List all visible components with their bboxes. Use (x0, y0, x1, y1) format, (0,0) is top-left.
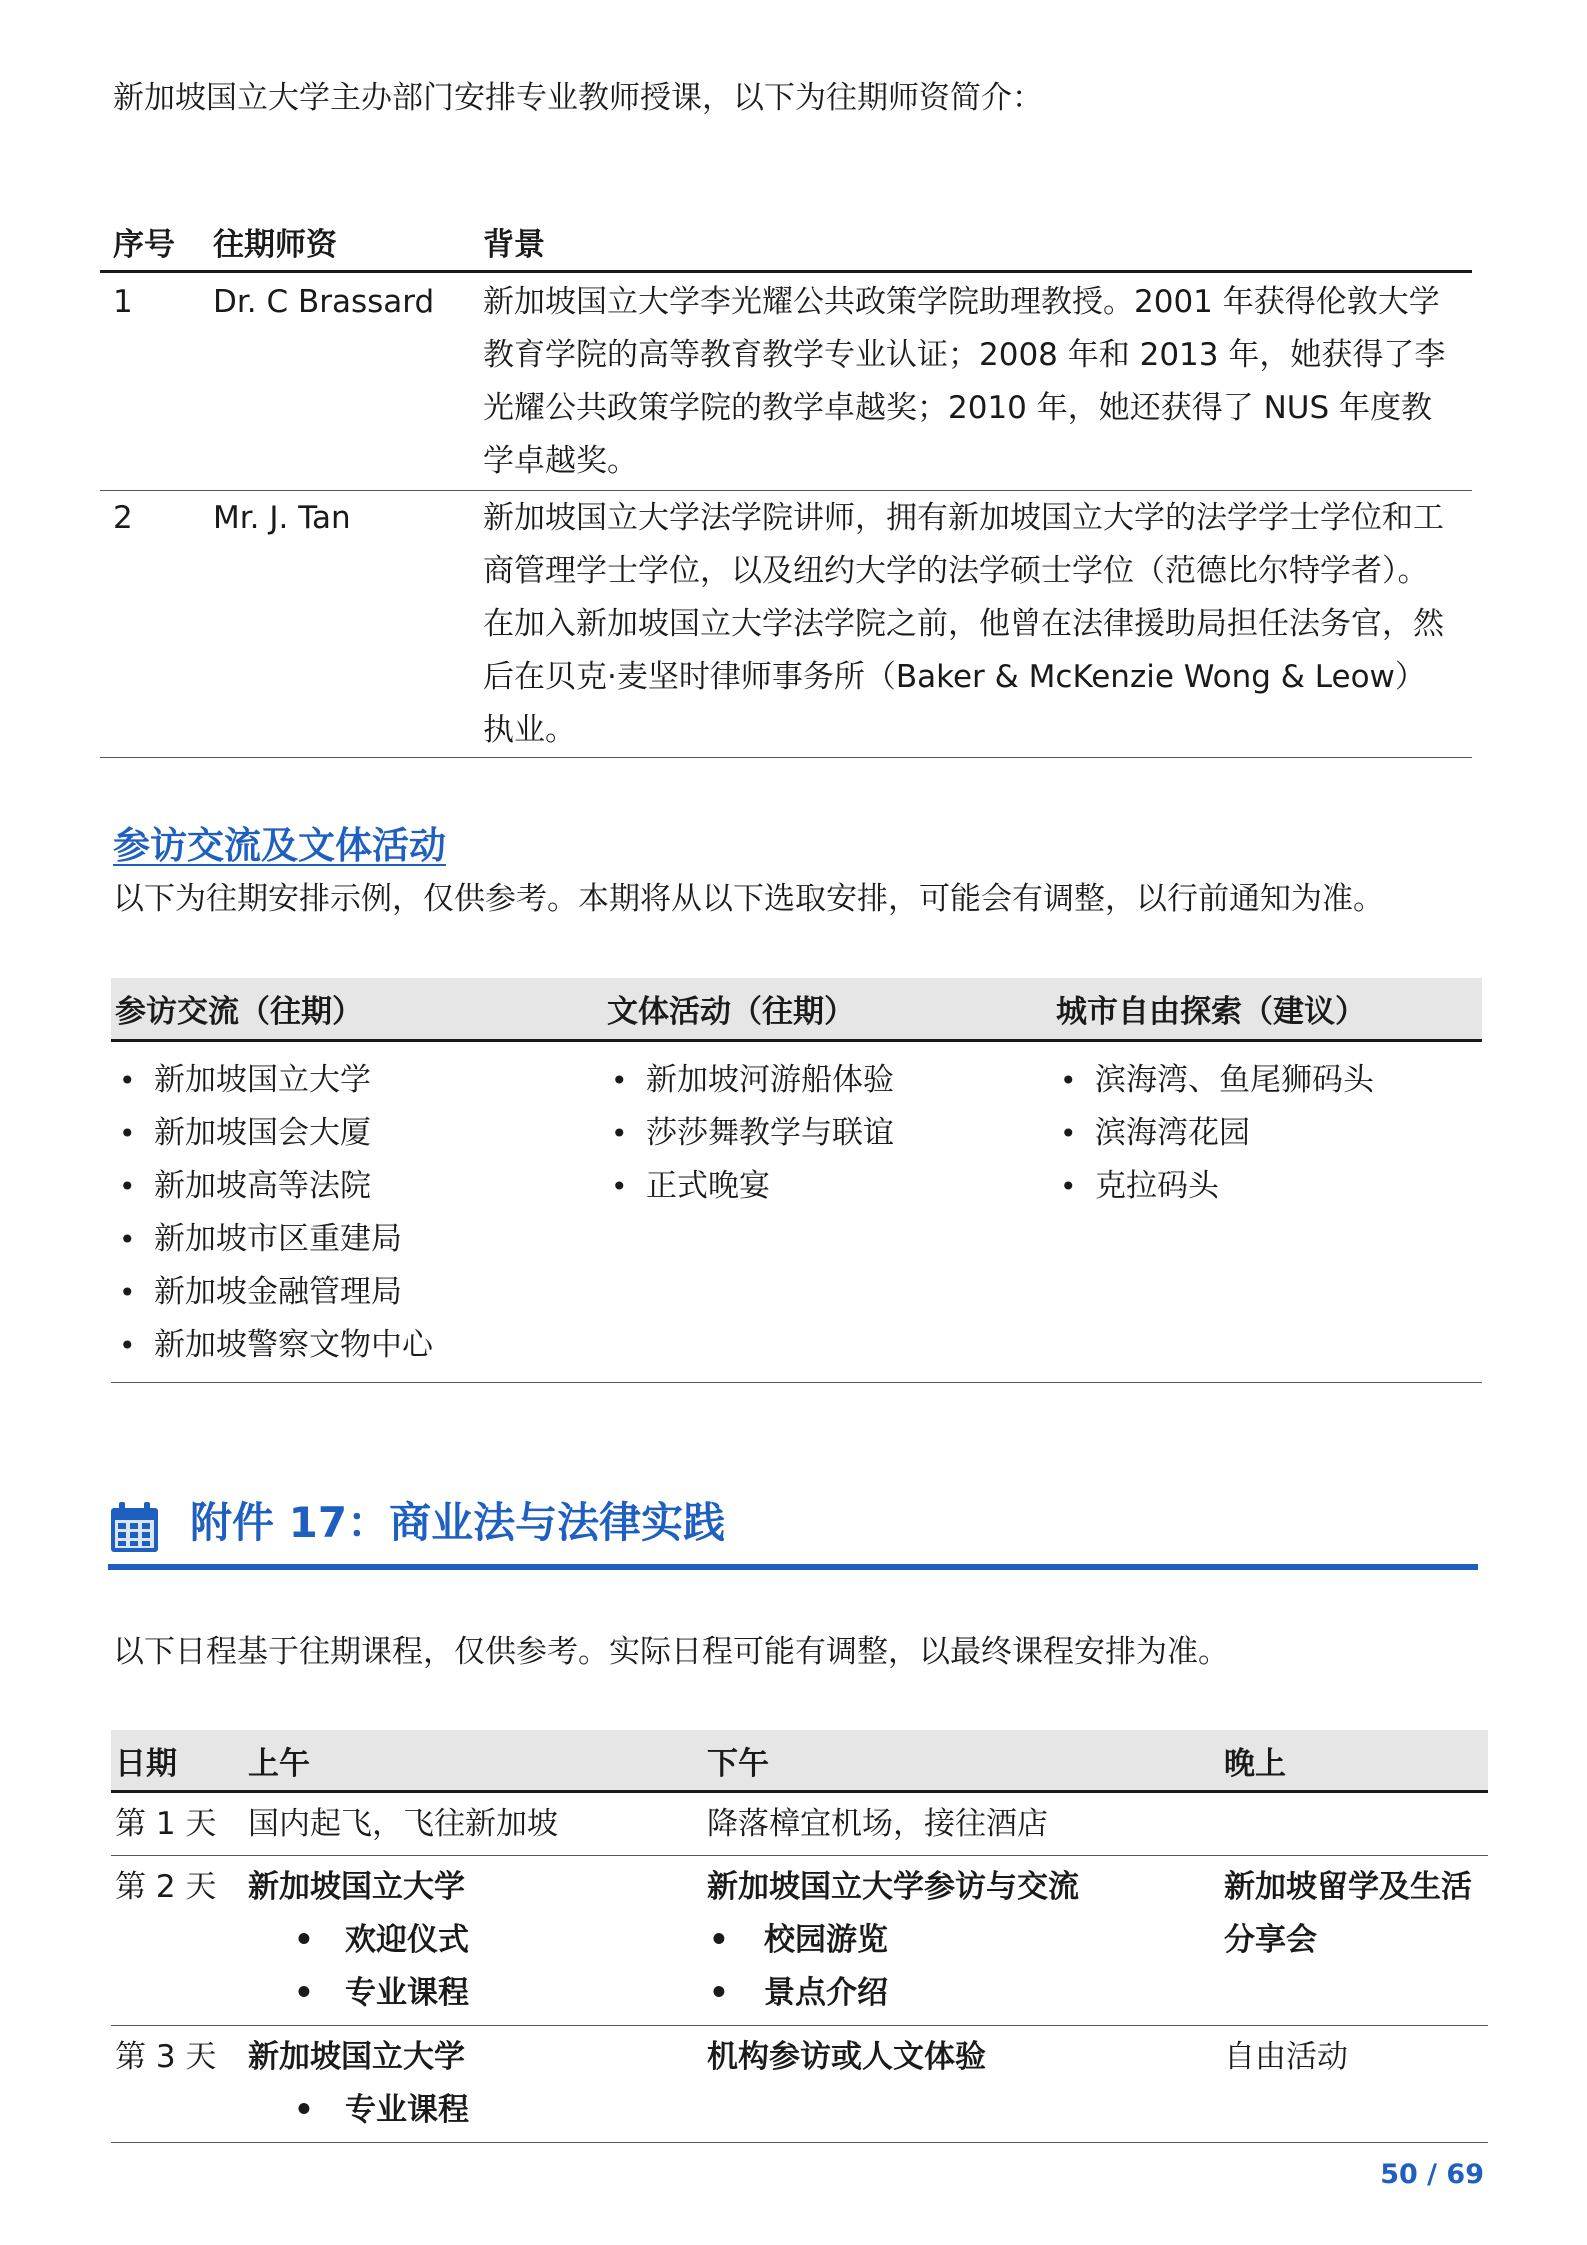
faculty-name: Dr. C Brassard (213, 284, 435, 320)
bg-line: 执业。 (483, 712, 576, 748)
faculty-intro: 新加坡国立大学主办部门安排专业教师授课，以下为往期师资简介： (113, 80, 1043, 116)
calendar-icon (111, 1502, 158, 1552)
list-item: • 新加坡高等法院 (115, 1160, 607, 1213)
header-ev: 晚上 (1224, 1745, 1286, 1782)
list-item: • 滨海湾、鱼尾狮码头 (1056, 1054, 1482, 1107)
list-item: • 克拉码头 (1056, 1160, 1482, 1213)
faculty-background (483, 276, 1472, 488)
list-item: • 莎莎舞教学与联谊 (607, 1107, 1056, 1160)
bg-line: 新加坡国立大学李光耀公共政策学院助理教授。2001 年获得伦敦大学 (483, 284, 1440, 320)
header-explore: 城市自由探索（建议） (1056, 994, 1366, 1030)
schedule-ev (1224, 1798, 1488, 1855)
list-item: • 新加坡国会大厦 (115, 1107, 607, 1160)
table-row (100, 491, 1472, 758)
list-item: • 新加坡市区重建局 (115, 1213, 607, 1266)
schedule-pm: 降落樟宜机场，接往酒店 (707, 1806, 1048, 1842)
schedule-ev: 自由活动 (1224, 2039, 1348, 2075)
header-day: 日期 (115, 1745, 177, 1782)
schedule-pm (707, 2031, 1224, 2142)
activities-body (111, 1042, 1482, 1383)
schedule-desc: 以下日程基于往期课程，仅供参考。实际日程可能有调整，以最终课程安排为准。 (113, 1634, 1229, 1670)
bg-line: 学卓越奖。 (483, 443, 638, 479)
activities-list (607, 1054, 1056, 1372)
header-activities: 文体活动（往期） (607, 994, 855, 1030)
bg-line: 在加入新加坡国立大学法学院之前，他曾在法律援助局担任法务官，然 (483, 606, 1444, 642)
header-visits: 参访交流（往期） (115, 994, 363, 1030)
pm-title: 机构参访或人文体验 (707, 2039, 986, 2075)
activities-table (111, 978, 1482, 1383)
list-item: • 滨海湾花园 (1056, 1107, 1482, 1160)
list-item: • 正式晚宴 (607, 1160, 1056, 1213)
appendix-heading (108, 1482, 1478, 1570)
bg-line: 后在贝克·麦坚时律师事务所（Baker & McKenzie Wong & Leow） (483, 659, 1426, 695)
pm-title: 新加坡国立大学参访与交流 (707, 1869, 1079, 1905)
faculty-name: Mr. J. Tan (213, 500, 351, 536)
list-item: • 新加坡金融管理局 (115, 1266, 607, 1319)
faculty-num: 2 (113, 500, 133, 536)
schedule-header (111, 1730, 1488, 1793)
header-am: 上午 (248, 1745, 310, 1782)
schedule-ev (1224, 1861, 1488, 2025)
schedule-day: 第 1 天 (115, 1806, 217, 1842)
ev-line: 分享会 (1224, 1922, 1317, 1958)
bg-line: 新加坡国立大学法学院讲师，拥有新加坡国立大学的法学学士学位和工 (483, 500, 1444, 536)
schedule-pm (707, 1861, 1224, 2025)
visits-section-title: 参访交流及文体活动 (113, 824, 446, 867)
schedule-am (248, 2031, 707, 2142)
list-item: • 校园游览 (707, 1914, 1224, 1967)
appendix-title: 附件 17：商业法与法律实践 (190, 1498, 726, 1547)
bg-line: 教育学院的高等教育教学专业认证；2008 年和 2013 年，她获得了李 (483, 337, 1446, 373)
header-bg: 背景 (483, 227, 545, 263)
bg-line: 光耀公共政策学院的教学卓越奖；2010 年，她还获得了 NUS 年度教 (483, 390, 1433, 426)
am-title: 新加坡国立大学 (248, 1869, 465, 1905)
list-item: • 欢迎仪式 (248, 1914, 707, 1967)
list-item: • 新加坡河游船体验 (607, 1054, 1056, 1107)
schedule-am: 国内起飞，飞往新加坡 (248, 1806, 558, 1842)
bg-line: 商管理学士学位，以及纽约大学的法学硕士学位（范德比尔特学者）。 (483, 553, 1429, 589)
visits-list (111, 1054, 607, 1372)
faculty-background (483, 492, 1472, 757)
ev-line: 新加坡留学及生活 (1224, 1869, 1472, 1905)
schedule-day: 第 2 天 (115, 1869, 217, 1905)
schedule-am (248, 1861, 707, 2025)
table-row (100, 273, 1472, 491)
list-item: • 景点介绍 (707, 1967, 1224, 2020)
schedule-table (111, 1730, 1488, 2143)
list-item: • 新加坡警察文物中心 (115, 1319, 607, 1372)
list-item: • 专业课程 (248, 2084, 707, 2137)
faculty-table-header (100, 215, 1472, 273)
table-row (111, 1856, 1488, 2026)
list-item: • 新加坡国立大学 (115, 1054, 607, 1107)
list-item: • 专业课程 (248, 1967, 707, 2020)
activities-header (111, 978, 1482, 1042)
table-row (111, 2026, 1488, 2143)
table-row (111, 1793, 1488, 1856)
am-title: 新加坡国立大学 (248, 2039, 465, 2075)
header-num: 序号 (113, 227, 175, 263)
header-name: 往期师资 (213, 227, 337, 263)
page-number: 50 / 69 (1380, 2159, 1484, 2190)
visits-section-desc: 以下为往期安排示例，仅供参考。本期将从以下选取安排，可能会有调整，以行前通知为准。 (113, 881, 1384, 917)
explore-list (1056, 1054, 1482, 1372)
faculty-num: 1 (113, 284, 133, 320)
header-pm: 下午 (707, 1745, 769, 1782)
faculty-table (100, 215, 1472, 758)
schedule-day: 第 3 天 (115, 2039, 217, 2075)
